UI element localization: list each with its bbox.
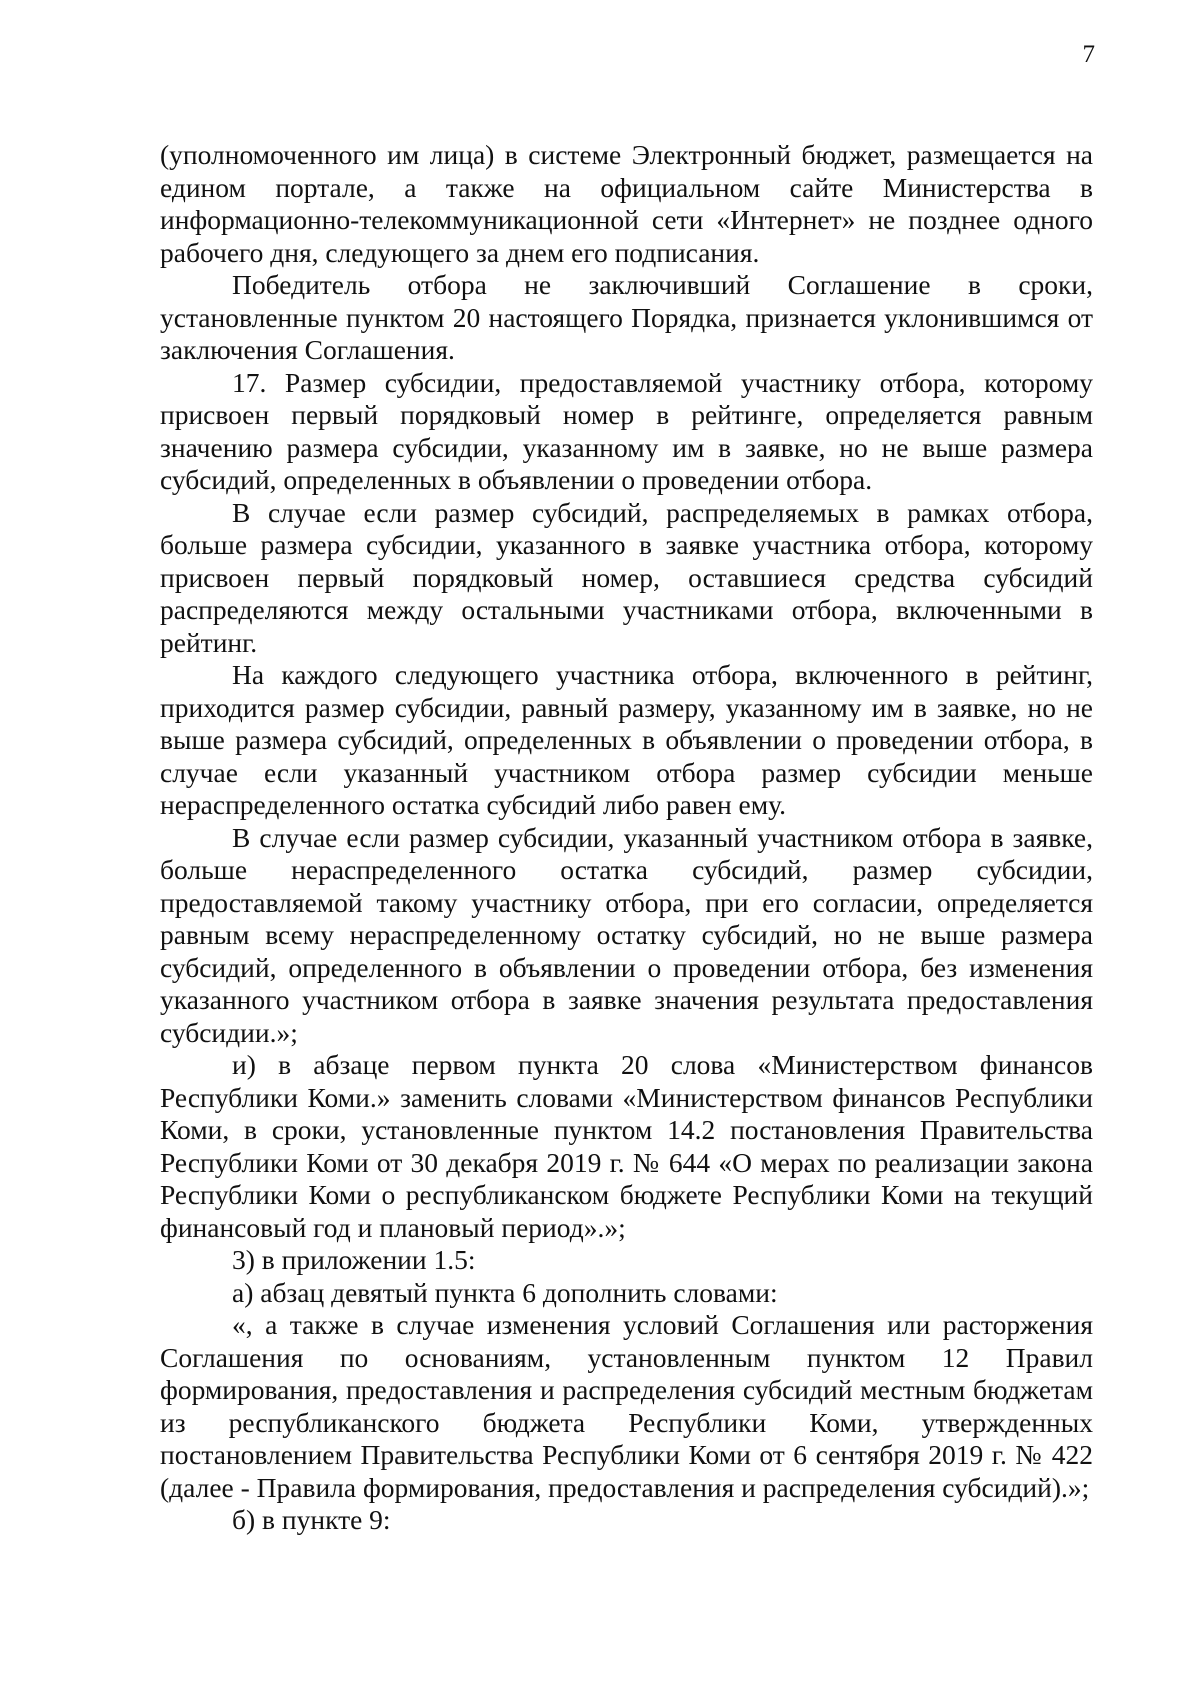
page-number: 7	[1082, 41, 1095, 68]
paragraph-continuation: (уполномоченного им лица) в системе Электронный бюджет, размещается на едином портале, а также на официальном сайте Министерства в информационно-телекоммуникационной сети «Интернет» не позднее одного рабочего дня, следующего за днем его подписания.	[160, 139, 1093, 268]
paragraph-subitem-i: и) в абзаце первом пункта 20 слова «Министерством финансов Республики Коми.» заменить словами «Министерством финансов Республики Коми, в сроки, установленные пунктом 14.2 постановления Правительства Республики Коми от 30 декабря 2019 г. № 644 «О мерах по реализации закона Республики Коми о республиканском бюджете Республики Коми на текущий финансовый год и плановый период».»;	[160, 1049, 1093, 1243]
paragraph-next-participant: На каждого следующего участника отбора, включенного в рейтинг, приходится размер субсидии, равный размеру, указанному им в заявке, но не выше размера субсидий, определенных в объявлении о проведении отбора, в случае если указанный участником отбора размер субсидии меньше нераспределенного остатка субсидий либо равен ему.	[160, 659, 1093, 820]
document-body	[160, 139, 1093, 1537]
paragraph-winner-evasion: Победитель отбора не заключивший Соглашение в сроки, установленные пунктом 20 настоящего Порядка, признается уклонившимся от заключения Соглашения.	[160, 269, 1093, 365]
paragraph-item-17: 17. Размер субсидии, предоставляемой участнику отбора, которому присвоен первый порядковый номер в рейтинге, определяется равным значению размера субсидии, указанному им в заявке, но не выше размера субсидий, определенных в объявлении о проведении отбора.	[160, 366, 1093, 495]
paragraph-remaining-funds: В случае если размер субсидий, распределяемых в рамках отбора, больше размера субсидии, указанного в заявке участника отбора, которому присвоен первый порядковый номер, оставшиеся средства субсидий распределяются между остальными участниками отбора, включенными в рейтинг.	[160, 496, 1093, 658]
paragraph-quoted-addition: «, а также в случае изменения условий Соглашения или расторжения Соглашения по основаниям, установленным пунктом 12 Правил формирования, предоставления и распределения субсидий местным бюджетам из республиканского бюджета Республики Коми, утвержденных постановлением Правительства Республики Коми от 6 сентября 2019 г. № 422 (далее - Правила формирования, предоставления и распределения субсидий).»;	[160, 1309, 1093, 1503]
paragraph-subitem-b: б) в пункте 9:	[232, 1504, 391, 1535]
paragraph-appendix-1-5: 3) в приложении 1.5:	[232, 1244, 476, 1275]
paragraph-subitem-a: а) абзац девятый пункта 6 дополнить словами:	[232, 1276, 778, 1308]
paragraph-undistributed-balance: В случае если размер субсидии, указанный участником отбора в заявке, больше нераспределенного остатка субсидий, размер субсидии, предоставляемой такому участнику отбора, при его согласии, определяется равным всему нераспределенному остатку субсидий, но не выше размера субсидий, определенного в объявлении о проведении отбора, без изменения указанного участником отбора в заявке значения результата предоставления субсидии.»;	[160, 821, 1093, 1048]
